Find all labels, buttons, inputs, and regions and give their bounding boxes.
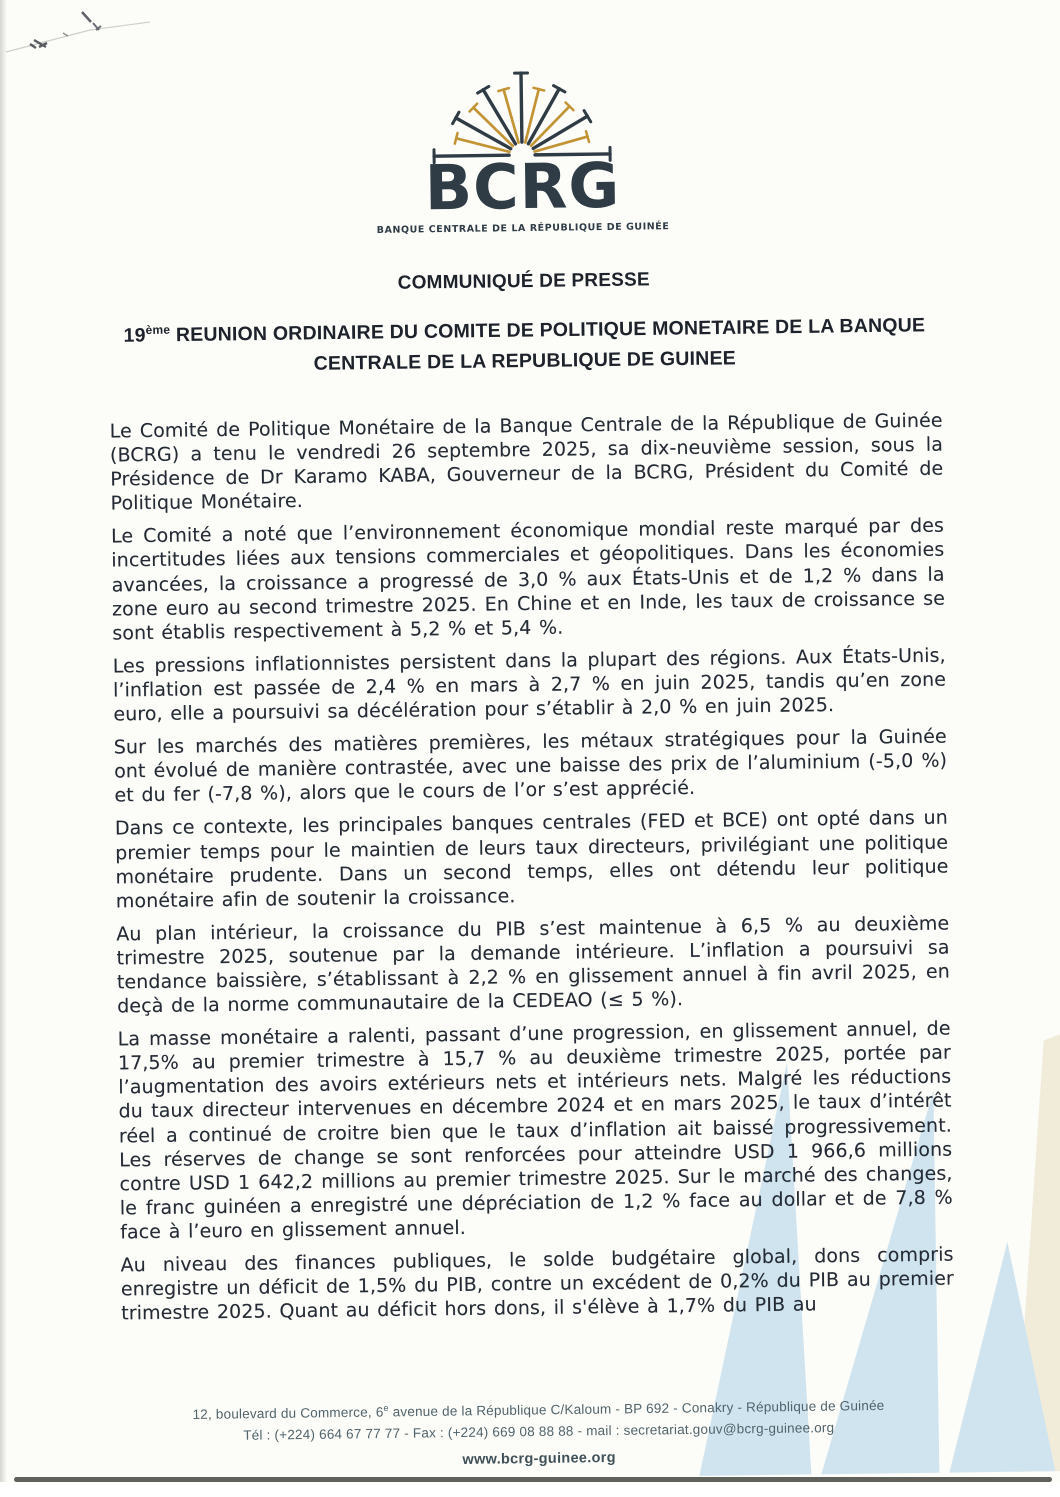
paragraph: La masse monétaire a ralenti, passant d’une progression, en glissement annuel, de 17,5% au premier trimestre à 15,7 % au deuxième trimestre 2025, portée par l’augmentation des avoirs extérieurs nets et intérieurs nets. Malgré les réductions du taux directeur intervenues en décembre 2024 et en mars 2025, le taux d’intérêt réel a continué de croitre bien que le taux d’inflation ait baissé progressivement. Les réserves de change se sont renforcées pour atteindre USD 1 966,6 millions contre USD 1 642,2 millions au premier trimestre 2025. Sur le marché des changes, le franc guinéen a enregistré une dépréciation de 1,2 % face au dollar et de 7,8 % face à l’euro en glissement annuel.: [117, 1017, 953, 1244]
bcrg-logo: [0, 53, 1053, 241]
footer-website: www.bcrg-guinee.org: [462, 1449, 616, 1468]
footer-contacts: Tél : (+224) 664 67 77 77 - Fax : (+224) 669 08 88 88 - mail : secretariat.gouv@bcrg-guinee.org: [243, 1419, 835, 1443]
footer-address-text: 12, boulevard du Commerce, 6: [192, 1404, 384, 1422]
logo-acronym: BCRG: [424, 148, 621, 225]
press-release-kicker: COMMUNIQUÉ DE PRESSE: [397, 269, 650, 294]
letterhead-footer: [8, 1389, 1060, 1473]
scan-left-edge-shadow: [0, 0, 7, 1482]
scan-bottom-margin: [0, 1482, 1060, 1497]
paragraph: Au niveau des finances publiques, le solde budgétaire global, dons compris enregistre un déficit de 1,5% du PIB, contre un excédent de 0,2% du PIB au premier trimestre 2025. Quant au déficit hors dons, il s'élève à 1,7% du PIB au: [120, 1243, 954, 1325]
document-title-line2: CENTRALE DE LA REPUBLIQUE DE GUINEE: [313, 346, 737, 375]
title-ordinal-suffix: ème: [145, 322, 171, 337]
document-title: [49, 304, 1000, 382]
paragraph: Les pressions inflationnistes persistent dans la plupart des régions. Aux États-Unis, l’inflation est passée de 2,4 % en mars à 2,7 % en juin 2025, tandis qu’en zone euro, elle a poursuivi sa décélération pour s’établir à 2,0 % en juin 2025.: [112, 644, 947, 726]
title-line1-text: REUNION ORDINAIRE DU COMITE DE POLITIQUE MONETAIRE DE LA BANQUE: [170, 314, 926, 347]
paragraph: Dans ce contexte, les principales banques centrales (FED et BCE) ont opté dans un premier temps pour le maintien de leurs taux directeurs, privilégiant une politique monétaire prudente. Dans un second temps, elles ont détendu leur politique monétaire afin de soutenir la croissance.: [114, 806, 949, 913]
footer-address-text2: avenue de la République C/Kaloum - BP 692 - Conakry - République de Guinée: [388, 1397, 885, 1420]
paragraph: Sur les marchés des matières premières, les métaux stratégiques pour la Guinée ont évolué de manière contrastée, avec une baisse des prix de l’aluminium (-5,0 %) et du fer (-7,8 %), alors que le cours de l’or s’est apprécié.: [113, 725, 948, 807]
logo-subtitle: BANQUE CENTRALE DE LA RÉPUBLIQUE DE GUINÉE: [376, 221, 670, 236]
document-body: [110, 409, 955, 1335]
title-number: 19: [123, 324, 146, 347]
scan-pen-marks: [0, 0, 180, 70]
paragraph: Au plan intérieur, la croissance du PIB s’est maintenue à 6,5 % au deuxième trimestre 2025, soutenue par la demande intérieure. L’inflation a poursuivi sa tendance baissière, s’établissant à 2,2 % en glissement annuel à fin avril 2025, en deçà de la norme communautaire de la CEDEAO (≤ 5 %).: [116, 912, 950, 1018]
paragraph: Le Comité de Politique Monétaire de la Banque Centrale de la République de Guinée (BCRG) a tenu le vendredi 26 septembre 2025, sa dix-neuvième session, sous la Présidence de Dr Karamo KABA, Gouverneur de la BCRG, Président du Comité de Politique Monétaire.: [109, 409, 944, 515]
paragraph: Le Comité a noté que l’environnement économique mondial reste marqué par des incertitudes liées aux tensions commerciales et géopolitiques. Dans les économies avancées, la croissance a progressé de 3,0 % aux États-Unis et de 1,2 % dans la zone euro au second trimestre 2025. En Chine et en Inde, les taux de croissance se sont établis respectivement à 5,2 % et 5,4 %.: [110, 514, 946, 645]
footer-address-sup: e: [383, 1402, 389, 1413]
